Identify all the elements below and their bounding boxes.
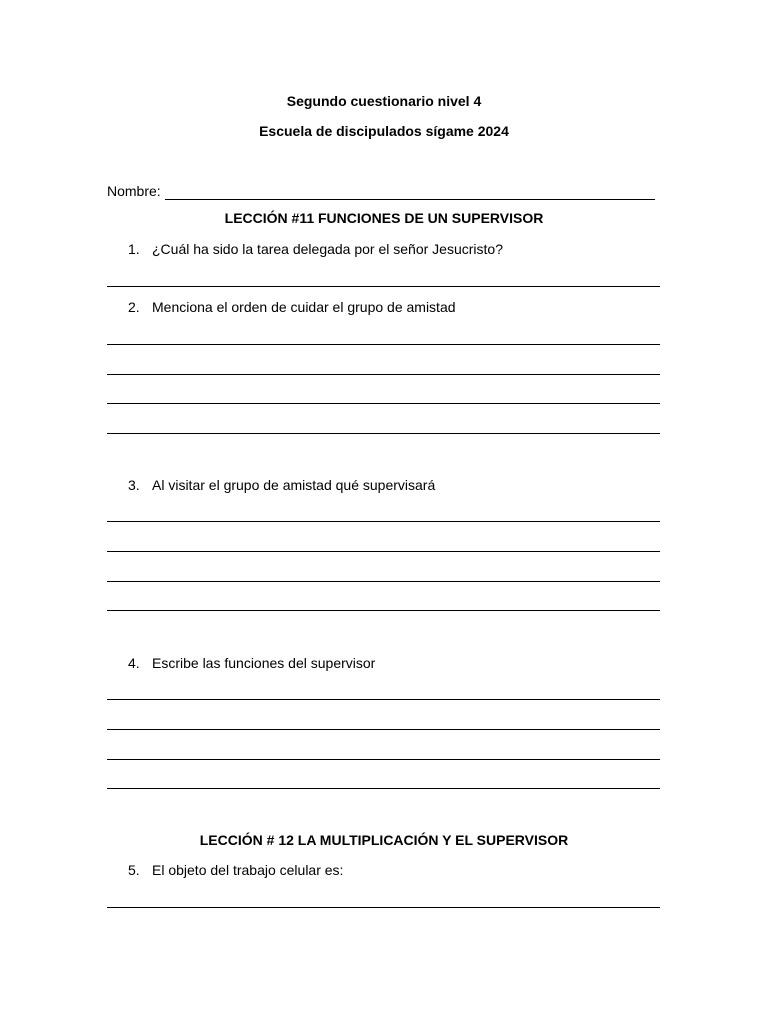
question-number: 3. (128, 477, 140, 493)
answer-line-q1[interactable] (107, 286, 660, 287)
name-label: Nombre: (107, 183, 161, 199)
answer-line-q4[interactable] (107, 729, 660, 730)
answer-line-q2[interactable] (107, 403, 660, 404)
question-2 (128, 298, 456, 316)
name-input-line[interactable] (165, 185, 655, 200)
question-text: El objeto del trabajo celular es: (152, 862, 344, 878)
answer-line-q3[interactable] (107, 610, 660, 611)
question-number: 5. (128, 862, 140, 878)
question-number: 2. (128, 299, 140, 315)
section-title-lesson-12: LECCIÓN # 12 LA MULTIPLICACIÓN Y EL SUPERVISOR (199, 832, 569, 848)
document-title: Segundo cuestionario nivel 4 (286, 93, 482, 109)
question-text: Al visitar el grupo de amistad qué supervisará (152, 477, 436, 493)
document-subtitle: Escuela de discipulados sígame 2024 (259, 123, 509, 139)
answer-line-q4[interactable] (107, 788, 660, 789)
name-field-row (107, 180, 667, 200)
answer-line-q2[interactable] (107, 344, 660, 345)
answer-line-q3[interactable] (107, 551, 660, 552)
answer-line-q2[interactable] (107, 433, 660, 434)
question-4 (128, 654, 375, 672)
question-5 (128, 861, 343, 879)
question-number: 4. (128, 655, 140, 671)
question-text: Menciona el orden de cuidar el grupo de amistad (152, 299, 456, 315)
answer-line-q3[interactable] (107, 581, 660, 582)
answer-line-q2[interactable] (107, 374, 660, 375)
question-3 (128, 476, 435, 494)
answer-line-q4[interactable] (107, 759, 660, 760)
answer-line-q4[interactable] (107, 699, 660, 700)
answer-line-q3[interactable] (107, 521, 660, 522)
question-1 (128, 240, 503, 258)
question-text: Escribe las funciones del supervisor (152, 655, 376, 671)
question-number: 1. (128, 241, 140, 257)
section-title-lesson-11: LECCIÓN #11 FUNCIONES DE UN SUPERVISOR (224, 210, 544, 226)
question-text: ¿Cuál ha sido la tarea delegada por el señor Jesucristo? (152, 241, 503, 257)
answer-line-q5[interactable] (107, 907, 660, 908)
